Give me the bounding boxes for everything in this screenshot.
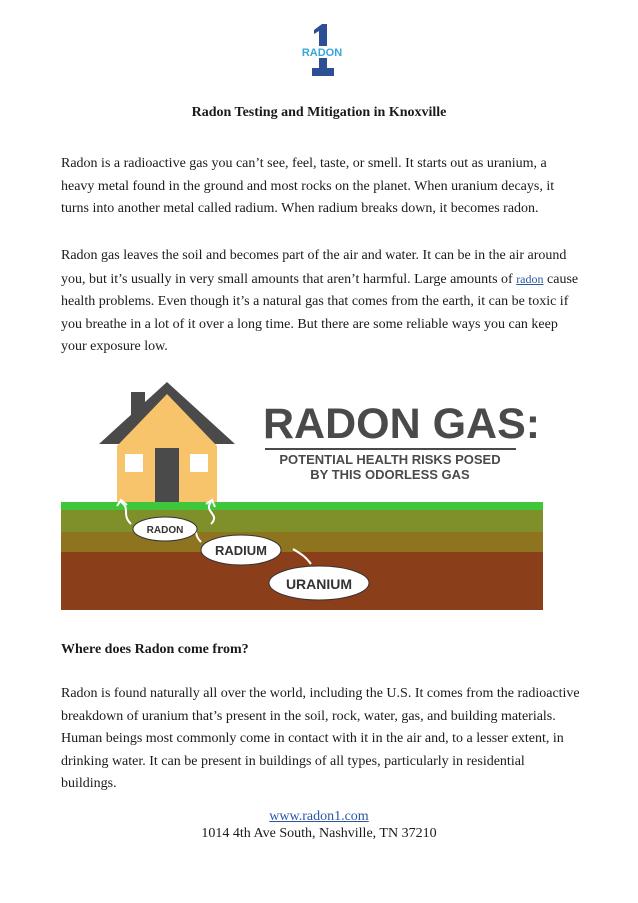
- grass-layer: [61, 502, 543, 510]
- logo-wordmark: RADON: [301, 47, 343, 59]
- radon-label: RADON: [146, 525, 184, 536]
- radon-gas-paragraph: [61, 245, 581, 359]
- radon1-logo-icon: [292, 20, 352, 82]
- uranium-label: URANIUM: [285, 576, 353, 592]
- page-title: Radon Testing and Mitigation in Knoxville: [191, 105, 447, 120]
- house-icon: [99, 382, 235, 502]
- radon-link[interactable]: radon: [516, 271, 544, 286]
- infographic-subline: POTENTIAL HEALTH RISKS POSED: [279, 452, 501, 467]
- paragraph-text: cause health problems. Even though it’s a natural gas that comes from the earth, it can be toxic if you breathe in a lot of it over a long time. But there are some reliable ways you can keep your exposure low.: [61, 271, 579, 354]
- intro-paragraph: Radon is a radioactive gas you can’t see, feel, taste, or smell. It starts out as uranium, a heavy metal found in the ground and most rocks on the planet. When uranium decays, it turns into another metal called radium. When radium breaks down, it becomes radon.: [61, 156, 555, 216]
- infographic-subline: BY THIS ODORLESS GAS: [310, 467, 470, 482]
- radium-label: RADIUM: [215, 543, 267, 558]
- soil-mid-layer: [61, 532, 543, 552]
- website-link[interactable]: www.radon1.com: [269, 809, 369, 824]
- infographic-headline: RADON GAS:: [263, 400, 541, 448]
- section-heading: Where does Radon come from?: [61, 642, 249, 657]
- origin-paragraph: Radon is found naturally all over the world, including the U.S. It comes from the radioactive breakdown of uranium that’s present in the soil, rock, water, gas, and building materials. Human beings most commonly come in contact with it in the air and, to a lesser extent, in drinking water. It can be present in buildings of all types, particularly in residential buildings.: [61, 686, 580, 791]
- radon-gas-infographic: [61, 374, 543, 610]
- paragraph-text: Radon gas leaves the soil and becomes part of the air and water. It can be in the air around you, but it’s usually in very small amounts that aren’t harmful. Large amounts of: [61, 248, 567, 287]
- footer-address: 1014 4th Ave South, Nashville, TN 37210: [201, 826, 437, 841]
